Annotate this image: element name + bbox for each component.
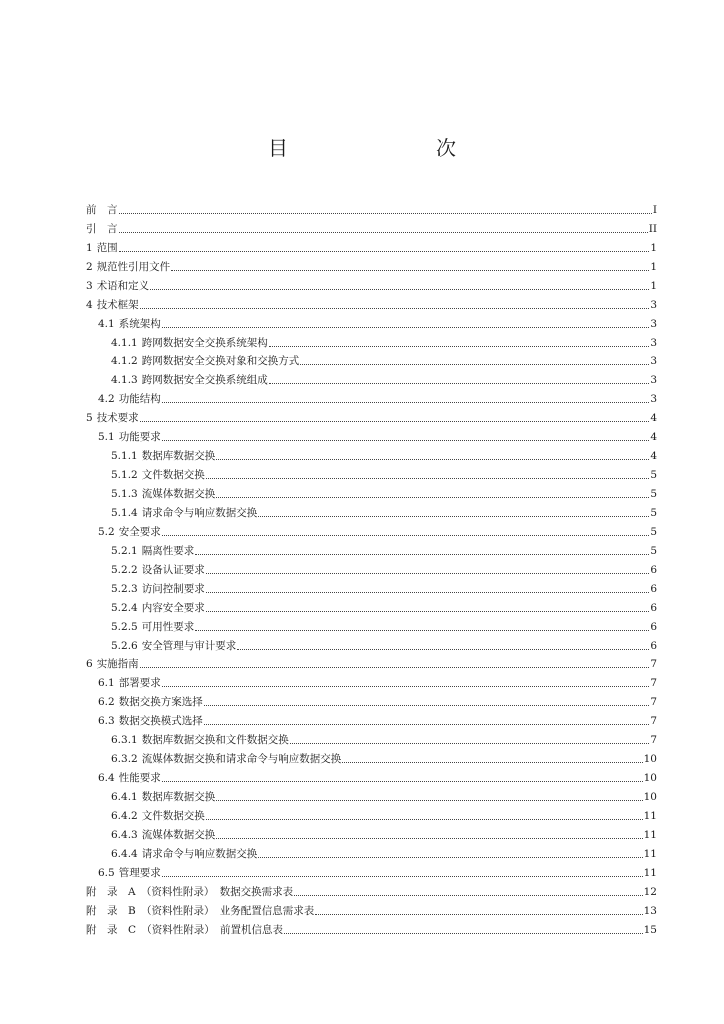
toc-entry-number: 4.1.2 [111, 355, 138, 368]
toc-entry-title: 技术要求 [96, 412, 139, 425]
dot-leader [216, 497, 649, 498]
toc-entry-page-number: 7 [650, 696, 657, 709]
toc-entry-title: 引 言 [86, 222, 118, 235]
toc-entry[interactable] [86, 690, 657, 709]
toc-entry-page-number: 11 [643, 828, 657, 841]
toc-entry-page-number: 7 [650, 715, 657, 728]
toc-entry-title: 文件数据交换 [141, 809, 205, 822]
toc-entry-label [111, 545, 194, 558]
dot-leader [119, 213, 652, 214]
toc-entry-title: 文件数据交换 [141, 469, 205, 482]
toc-entry-title: 流媒体数据交换和请求命令与响应数据交换 [141, 753, 342, 766]
toc-entry-page-number: 10 [643, 772, 657, 785]
toc-entry-label [111, 621, 194, 634]
dot-leader [162, 535, 650, 536]
toc-entry-page-number: 1 [650, 260, 657, 273]
toc-entry-page-number: 15 [643, 923, 657, 936]
toc-entry-title: 附 录 B （资料性附录） 业务配置信息需求表 [86, 904, 315, 917]
toc-entry-label [98, 318, 161, 331]
toc-entry-number: 6.4.4 [111, 847, 138, 860]
dot-leader [216, 459, 649, 460]
toc-entry-page-number: I [652, 203, 657, 216]
toc-entry-page-number: 4 [650, 450, 657, 463]
toc-entry-title: 流媒体数据交换 [141, 488, 216, 500]
toc-entry-page-number: 4 [650, 412, 657, 425]
toc-entry[interactable] [86, 823, 657, 842]
toc-entry-label [98, 526, 161, 539]
dot-leader [204, 705, 650, 706]
toc-entry-number: 5.1.2 [111, 469, 138, 482]
toc-entry-page-number: 10 [643, 791, 657, 803]
toc-entry-page-number: 7 [650, 677, 657, 690]
toc-entry-number: 5 [86, 412, 93, 425]
toc-entry-title: 访问控制要求 [141, 582, 205, 595]
toc-entry[interactable] [86, 709, 657, 728]
toc-entry-title: 数据库数据交换 [141, 450, 216, 463]
toc-entry-label [111, 355, 299, 368]
toc-entry[interactable] [86, 558, 657, 577]
dot-leader [119, 251, 650, 252]
toc-entry-title: 管理要求 [118, 866, 161, 879]
dot-leader [195, 630, 649, 631]
toc-entry-title: 部署要求 [118, 677, 161, 690]
toc-entry-title: 术语和定义 [96, 279, 150, 292]
toc-entry-label [111, 450, 215, 463]
toc-entry-page-number: 1 [650, 279, 657, 292]
toc-entry[interactable] [86, 918, 657, 937]
toc-entry-page-number: 1 [650, 241, 657, 254]
dot-leader [206, 592, 650, 593]
toc-entry-label [111, 753, 341, 766]
toc-entry-page-number: 3 [650, 317, 657, 330]
toc-entry-page-number: 11 [643, 847, 657, 860]
dot-leader [284, 933, 643, 934]
toc-entry-title: 数据交换模式选择 [118, 715, 203, 728]
toc-entry-number: 6.4.2 [111, 809, 138, 822]
dot-leader [269, 346, 650, 347]
toc-entry-label [111, 791, 215, 804]
toc-entry-page-number: 6 [650, 639, 657, 652]
toc-entry[interactable] [86, 463, 657, 482]
toc-entry[interactable] [86, 861, 657, 880]
toc-entry[interactable] [86, 653, 657, 672]
toc-entry-title: 范围 [96, 241, 118, 254]
toc-entry-number: 6.3.2 [111, 753, 138, 766]
toc-entry[interactable] [86, 350, 657, 369]
toc-entry-number: 5.1 [98, 431, 115, 444]
toc-entry-title: 功能要求 [118, 431, 161, 444]
toc-entry-number: 5.2 [98, 525, 115, 538]
dot-leader [162, 781, 643, 782]
toc-entry-number: 6 [86, 658, 93, 671]
toc-entry-title: 前 言 [86, 203, 118, 216]
toc-entry-number: 4.2 [98, 393, 115, 406]
toc-entry-title: 跨网数据安全交换系统组成 [141, 374, 268, 387]
toc-entry[interactable] [86, 198, 657, 217]
dot-leader [140, 308, 650, 309]
toc-entry-title: 请求命令与响应数据交换 [141, 847, 258, 860]
toc-entry-page-number: 11 [643, 809, 657, 822]
toc-entry-label [111, 469, 205, 482]
toc-entry[interactable] [86, 804, 657, 823]
toc-entry-page-number: 13 [643, 904, 657, 917]
toc-entry-title: 附 录 C （资料性附录） 前置机信息表 [86, 923, 284, 936]
toc-entry-label [86, 924, 283, 937]
toc-entry-page-number: 5 [650, 506, 657, 519]
toc-entry[interactable] [86, 671, 657, 690]
dot-leader [342, 762, 642, 763]
toc-entry-page-number: 3 [650, 374, 657, 387]
toc-entry-title: 实施指南 [96, 658, 139, 671]
dot-leader [195, 554, 649, 555]
toc-entry-page-number: 5 [650, 469, 657, 482]
toc-entry-number: 6.5 [98, 866, 115, 879]
dot-leader [269, 383, 650, 384]
toc-entry-label [86, 658, 139, 671]
toc-entry-number: 5.1.3 [111, 488, 138, 500]
toc-entry-label [86, 412, 139, 425]
toc-entry-label [98, 696, 203, 709]
toc-entry-page-number: 6 [650, 620, 657, 633]
toc-entry-number: 6.4 [98, 772, 115, 785]
toc-entry-title: 数据库数据交换和文件数据交换 [141, 734, 289, 747]
toc-entry[interactable] [86, 615, 657, 634]
toc-entry-title: 安全要求 [118, 525, 161, 538]
toc-entry-title: 请求命令与响应数据交换 [141, 506, 258, 519]
toc-entry-title: 系统架构 [118, 317, 161, 330]
toc-entry-label [111, 583, 205, 596]
toc-entry-label [86, 299, 139, 312]
toc-entry-number: 4.1.1 [111, 336, 138, 349]
toc-entry-number: 6.3 [98, 715, 115, 728]
toc-entry[interactable] [86, 274, 657, 293]
toc-entry[interactable] [86, 406, 657, 425]
toc-entry-number: 3 [86, 279, 93, 292]
toc-entry[interactable] [86, 785, 657, 804]
toc-entry-page-number: 6 [650, 582, 657, 595]
dot-leader [162, 686, 650, 687]
page-title: 目 次 [268, 136, 492, 160]
toc-entry[interactable] [86, 880, 657, 899]
toc-entry-title: 内容安全要求 [141, 601, 205, 614]
toc-entry-label [98, 772, 161, 785]
toc-entry-page-number: 6 [650, 563, 657, 576]
toc-entry-label [111, 602, 205, 615]
dot-leader [294, 895, 643, 896]
toc-entry-label [86, 905, 314, 918]
toc-entry-title: 性能要求 [118, 772, 161, 785]
dot-leader [315, 914, 642, 915]
toc-entry-label [111, 374, 268, 387]
toc-entry-title: 设备认证要求 [141, 563, 205, 576]
toc-entry-page-number: 3 [650, 355, 657, 368]
dot-leader [300, 364, 649, 365]
toc-entry-label [86, 204, 118, 217]
toc-entry-title: 规范性引用文件 [96, 260, 171, 273]
dot-leader [162, 327, 650, 328]
toc-entry-number: 6.2 [98, 696, 115, 709]
dot-leader [290, 743, 650, 744]
toc-entry-label [86, 261, 170, 274]
toc-entry-page-number: 5 [650, 525, 657, 538]
toc-entry-label [111, 488, 215, 501]
dot-leader [140, 421, 650, 422]
toc-entry-label [86, 223, 118, 236]
toc-entry-label [111, 848, 257, 861]
toc-entry[interactable] [86, 501, 657, 520]
toc-entry-title: 数据交换方案选择 [118, 696, 203, 709]
toc-entry[interactable] [86, 255, 657, 274]
toc-entry[interactable] [86, 728, 657, 747]
toc-entry-title: 附 录 A （资料性附录） 数据交换需求表 [86, 885, 294, 898]
toc-entry-title: 技术框架 [96, 298, 139, 311]
toc-entry-number: 5.2.6 [111, 639, 138, 652]
toc-entry-page-number: 3 [650, 393, 657, 406]
toc-entry-number: 1 [86, 241, 93, 254]
toc-entry-number: 6.4.1 [111, 791, 138, 803]
toc-entry-title: 跨网数据安全交换对象和交换方式 [141, 355, 300, 368]
dot-leader [162, 402, 650, 403]
table-of-contents [86, 198, 657, 937]
dot-leader [162, 876, 643, 877]
toc-entry-label [111, 829, 215, 842]
toc-entry-number: 5.2.4 [111, 601, 138, 614]
toc-entry[interactable] [86, 899, 657, 918]
toc-entry-number: 4.1.3 [111, 374, 138, 387]
toc-entry-page-number: 7 [650, 734, 657, 747]
dot-leader [258, 857, 642, 858]
toc-entry[interactable] [86, 482, 657, 501]
toc-entry[interactable] [86, 577, 657, 596]
dot-leader [258, 516, 649, 517]
toc-entry[interactable] [86, 293, 657, 312]
toc-entry-title: 隔离性要求 [141, 544, 195, 557]
toc-entry-title: 功能结构 [118, 393, 161, 406]
toc-entry[interactable] [86, 217, 657, 236]
dot-leader [206, 478, 650, 479]
dot-leader [216, 800, 642, 801]
dot-leader [204, 724, 650, 725]
toc-entry-title: 跨网数据安全交换系统架构 [141, 336, 268, 349]
dot-leader [237, 649, 649, 650]
toc-entry[interactable] [86, 387, 657, 406]
toc-entry-title: 安全管理与审计要求 [141, 639, 237, 652]
toc-entry-label [86, 280, 149, 293]
toc-entry-number: 5.2.5 [111, 620, 138, 633]
toc-entry-label [86, 242, 118, 255]
toc-entry[interactable] [86, 596, 657, 615]
toc-entry-page-number: 12 [643, 885, 657, 898]
toc-entry-page-number: 3 [650, 336, 657, 349]
dot-leader [140, 667, 650, 668]
toc-entry-label [98, 677, 161, 690]
toc-entry-number: 4 [86, 298, 93, 311]
toc-entry-label [111, 337, 268, 350]
toc-entry-page-number: 3 [650, 298, 657, 311]
toc-entry-label [111, 507, 257, 520]
toc-entry-label [111, 734, 289, 747]
toc-entry-page-number: 5 [650, 544, 657, 557]
dot-leader [206, 611, 650, 612]
toc-entry-label [98, 431, 161, 444]
toc-entry[interactable] [86, 444, 657, 463]
toc-entry-label [98, 715, 203, 728]
toc-entry[interactable] [86, 312, 657, 331]
dot-leader [150, 289, 649, 290]
toc-entry-number: 5.2.3 [111, 582, 138, 595]
toc-entry[interactable] [86, 766, 657, 785]
toc-entry-title: 可用性要求 [141, 620, 195, 633]
toc-entry-number: 4.1 [98, 317, 115, 330]
toc-entry-number: 5.1.1 [111, 450, 138, 463]
toc-entry[interactable] [86, 747, 657, 766]
toc-entry-number: 5.2.1 [111, 544, 138, 557]
toc-entry-page-number: II [648, 222, 657, 235]
toc-entry-number: 6.4.3 [111, 828, 138, 841]
toc-entry-page-number: 10 [643, 753, 657, 766]
toc-entry-number: 5.1.4 [111, 506, 138, 519]
toc-entry-title: 流媒体数据交换 [141, 828, 216, 841]
dot-leader [206, 819, 643, 820]
toc-entry-page-number: 6 [650, 601, 657, 614]
toc-entry-page-number: 4 [650, 431, 657, 444]
toc-entry-label [111, 640, 236, 653]
toc-entry-number: 6.1 [98, 677, 115, 690]
toc-entry[interactable] [86, 425, 657, 444]
dot-leader [216, 838, 642, 839]
toc-entry-number: 2 [86, 260, 93, 273]
toc-entry[interactable] [86, 520, 657, 539]
toc-entry[interactable] [86, 634, 657, 653]
toc-entry-label [98, 393, 161, 406]
toc-entry[interactable] [86, 236, 657, 255]
toc-entry[interactable] [86, 331, 657, 350]
toc-entry-label [98, 867, 161, 880]
toc-entry[interactable] [86, 368, 657, 387]
toc-entry-title: 数据库数据交换 [141, 791, 216, 803]
toc-entry-page-number: 5 [650, 488, 657, 500]
toc-entry-label [111, 810, 205, 823]
toc-entry-label [86, 886, 293, 899]
toc-entry[interactable] [86, 842, 657, 861]
dot-leader [119, 232, 648, 233]
toc-entry-label [111, 564, 205, 577]
toc-entry-page-number: 7 [650, 658, 657, 671]
toc-entry-number: 6.3.1 [111, 734, 138, 747]
toc-entry-number: 5.2.2 [111, 563, 138, 576]
dot-leader [162, 440, 650, 441]
toc-entry-page-number: 11 [643, 866, 657, 879]
toc-entry[interactable] [86, 539, 657, 558]
dot-leader [206, 573, 650, 574]
dot-leader [171, 270, 649, 271]
